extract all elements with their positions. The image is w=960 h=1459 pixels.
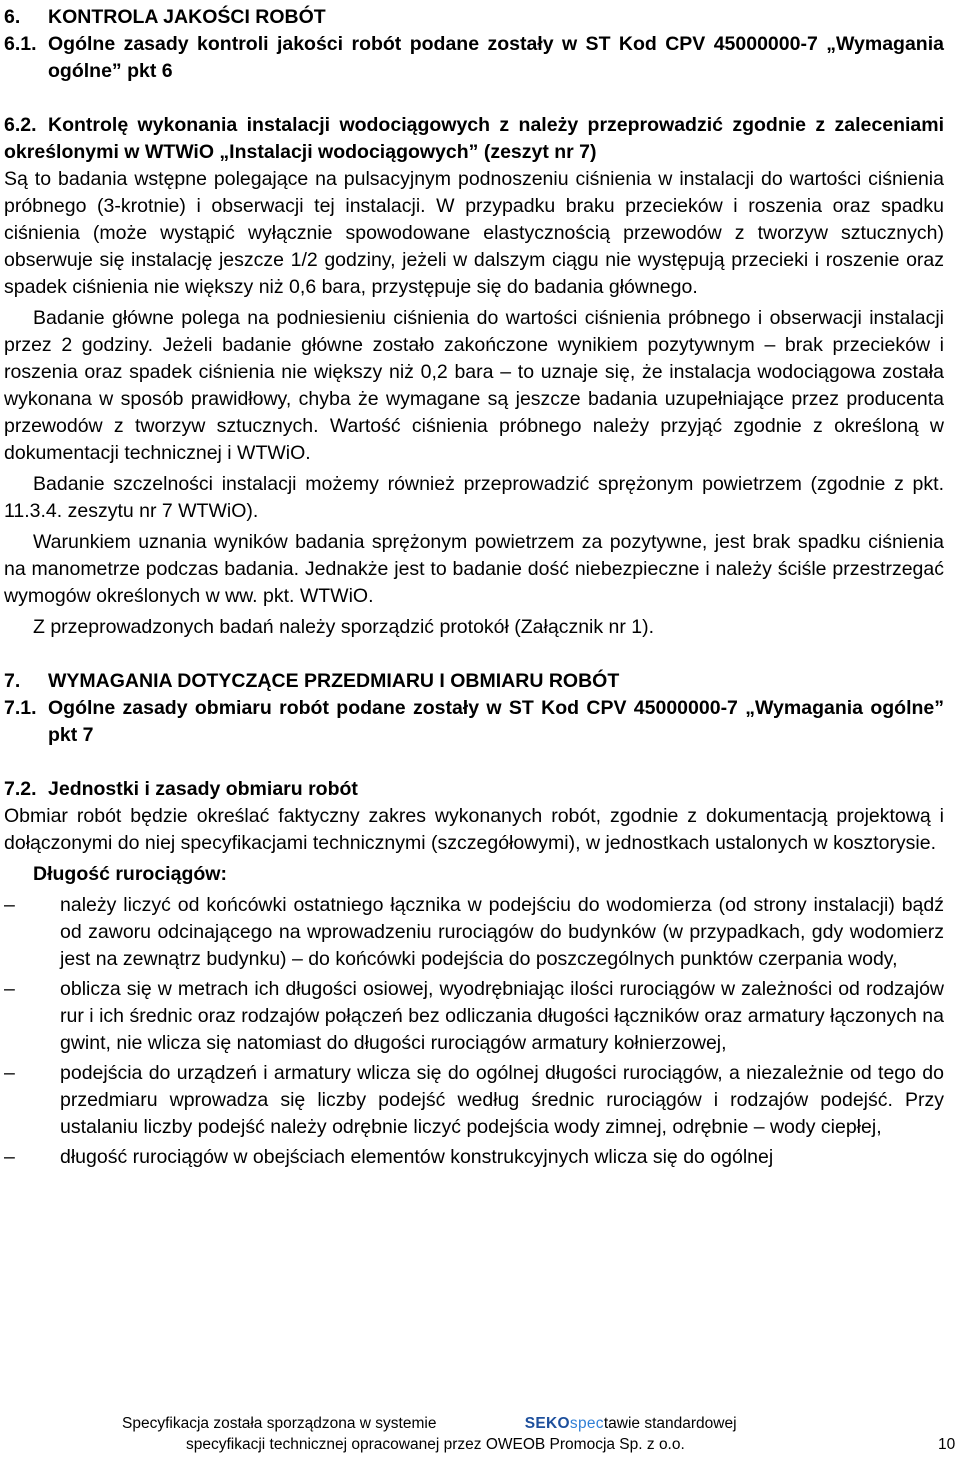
length-rules-list xyxy=(4,892,944,1171)
section-7-1-heading: 7.1. Ogólne zasady obmiaru robót podane zostały w ST Kod CPV 45000000-7 „Wymagania ogólne” pkt 7 xyxy=(4,697,944,746)
paragraph-air-test-conditions: Warunkiem uznania wyników badania sprężonym powietrzem za pozytywne, jest brak spadku ciśnienia na manometrze podczas badania. Jednakże jest to badanie dość niebezpieczne i należy ściśle przestrzegać wymogów określonych w ww. pkt. WTWiO. xyxy=(4,531,944,607)
page-number: 10 xyxy=(938,1436,956,1453)
paragraph-preliminary-test: Są to badania wstępne polegające na pulsacyjnym podnoszeniu ciśnienia w instalacji do wartości ciśnienia próbnego (3-krotnie) i obserwacji tej instalacji. W przypadku braku przecieków i roszenia oraz spadku ciśnienia (może wystąpić wyłącznie spowodowane elastycznością przewodów z tworzyw sztucznych) obserwuje się instalację jeszcze 1/2 godziny, jeżeli w dalszym ciągu nie występują przecieki i roszenie oraz spadek ciśnienia nie większy niż 0,6 bara, przystępuje się do badania głównego. xyxy=(4,168,944,298)
paragraph-main-test: Badanie główne polega na podniesieniu ciśnienia do wartości ciśnienia próbnego i obserwacji instalacji przez 2 godziny. Jeżeli badanie główne zostało zakończone wynikiem pozytywnym – brak przecieków i roszenia oraz spadek ciśnienia nie większy niż 0,2 bara – to uznaje się, że instalacja wodociągowa została wykonana w sposób prawidłowy, chyba że wymagane są jeszcze badania uzupełniające przez producenta przewodów z tworzyw sztucznych. Wartość ciśnienia próbnego należy przyjąć zgodnie z określoną w dokumentacji technicznej i WTWiO. xyxy=(4,307,944,464)
section-6-heading: 6. KONTROLA JAKOŚCI ROBÓT xyxy=(4,6,326,28)
section-7-heading: 7. WYMAGANIA DOTYCZĄCE PRZEDMIARU I OBMIARU ROBÓT xyxy=(4,670,620,692)
list-item: – podejścia do urządzeń i armatury wlicza się do ogólnej długości rurociągów, a niezależnie od tego do przedmiaru wprowadza się liczby podejść według średnic rurociągów i rodzajów podejść. Przy ustalaniu liczby podejść należy odrębnie liczyć podejścia wody zimnej, odrębnie – wody ciepłej, xyxy=(4,1062,944,1138)
footer-line-1: Specyfikacja została sporządzona w systemie SEKOspectawie standardowej xyxy=(122,1415,737,1432)
length-label: Długość rurociągów: xyxy=(33,863,227,885)
section-6-2-heading: 6.2. Kontrolę wykonania instalacji wodociągowych z należy przeprowadzić zgodnie z zaleceniami określonymi w WTWiO „Instalacji wodociągowych” (zeszyt nr 7) xyxy=(4,114,944,163)
document-page xyxy=(4,4,944,1174)
list-item: – długość rurociągów w obejściach elementów konstrukcyjnych wlicza się do ogólnej xyxy=(4,1146,774,1168)
spacer xyxy=(4,85,944,112)
section-7-2-heading: 7.2. Jednostki i zasady obmiaru robót xyxy=(4,778,358,800)
paragraph-measurement: Obmiar robót będzie określać faktyczny zakres wykonanych robót, zgodnie z dokumentacją projektową i dołączonymi do niej specyfikacjami technicznymi (szczegółowymi), w jednostkach ustalonych w kosztorysie. xyxy=(4,805,944,854)
list-item: – należy liczyć od końcówki ostatniego łącznika w podejściu do wodomierza (od strony instalacji) bądź od zaworu odcinającego na wprowadzeniu rurociągów do budynków (w przypadkach, gdy wodomierz jest na zewnątrz budynku) – do końcówki podejścia do poszczególnych punktów czerpania wody, xyxy=(4,894,944,970)
paragraph-air-test: Badanie szczelności instalacji możemy również przeprowadzić sprężonym powietrzem (zgodnie z pkt. 11.3.4. zeszytu nr 7 WTWiO). xyxy=(4,473,944,522)
footer-line-2: specyfikacji technicznej opracowanej przez OWEOB Promocja Sp. z o.o. xyxy=(186,1436,685,1453)
sekospec-logo: SEKOspec xyxy=(524,1415,604,1432)
spacer xyxy=(4,749,944,776)
section-6-1-heading: 6.1. Ogólne zasady kontroli jakości robót podane zostały w ST Kod CPV 45000000-7 „Wymagania ogólne” pkt 6 xyxy=(4,33,944,82)
list-item: – oblicza się w metrach ich długości osiowej, wyodrębniając ilości rurociągów w zależności od rodzajów rur i ich średnic oraz rodzajów połączeń bez odliczania długości łączników oraz armatury łączonych na gwint, nie wlicza się natomiast do długości rurociągów armatury kołnierzowej, xyxy=(4,978,944,1054)
paragraph-protocol: Z przeprowadzonych badań należy sporządzić protokół (Załącznik nr 1). xyxy=(33,616,655,638)
spacer xyxy=(4,641,944,668)
